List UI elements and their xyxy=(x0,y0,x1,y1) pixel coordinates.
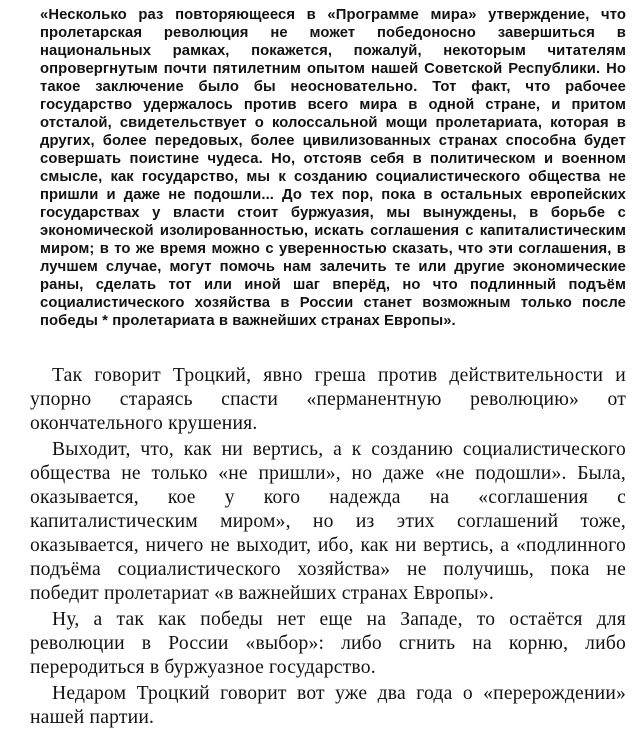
paragraph: Выходит, что, как ни вертись, а к созданию социалистического общества не только «не пришли», но даже «не подошли». Была, оказывается, кое у кого надежда на «соглашения с капиталистическим миром», но из этих соглашений тоже, оказывается, ничего не выходит, ибо, как ни вертись, а «подлинного подъёма социалистического хозяйства» не получишь, пока не победит пролетариат «в важнейших странах Европы». xyxy=(30,439,626,604)
paragraph: Так говорит Троцкий, явно греша против действительности и упорно стараясь спасти «перманентную революцию» от окончательного крушения. xyxy=(30,365,626,434)
paragraph: Ну, а так как победы нет еще на Западе, то остаётся для революции в России «выбор»: либо сгнить на корню, либо переродиться в буржуазное государство. xyxy=(30,609,626,678)
quotation-text: «Несколько раз повторяющееся в «Программе мира» утверждение, что пролетарская революция не может победоносно завершиться в национальных рамках, покажется, пожалуй, некоторым читателям опровергнутым почти пятилетним опытом нашей Советской Республики. Но такое заключение было бы неосновательно. Тот факт, что рабочее государство удержалось против всего мира в одной стране, и притом отсталой, свидетельствует о колоссальной мощи пролетариата, которая в других, более передовых, более цивилизованных странах способна будет совершать поистине чудеса. Но, отстояв себя в политическом и военном смысле, как государство, мы к созданию социалистического общества не пришли и даже не подошли... До тех пор, пока в остальных европейских государствах у власти стоит буржуазия, мы вынуждены, в борьбе с экономической изолированностью, искать соглашения с капиталистическим миром; в то же время можно с уверенностью сказать, что эти соглашения, в лучшем случае, могут помочь нам залечить те или другие экономические раны, сделать тот или иной шаг вперёд, но что подлинный подъём социалистического хозяйства в России станет возможным только после победы * пролетариата в важнейших странах Европы». xyxy=(40,7,626,329)
paragraph: Недаром Троцкий говорит вот уже два года о «перерождении» нашей партии. xyxy=(30,683,626,728)
main-text xyxy=(30,364,626,730)
quotation-block xyxy=(40,6,626,330)
